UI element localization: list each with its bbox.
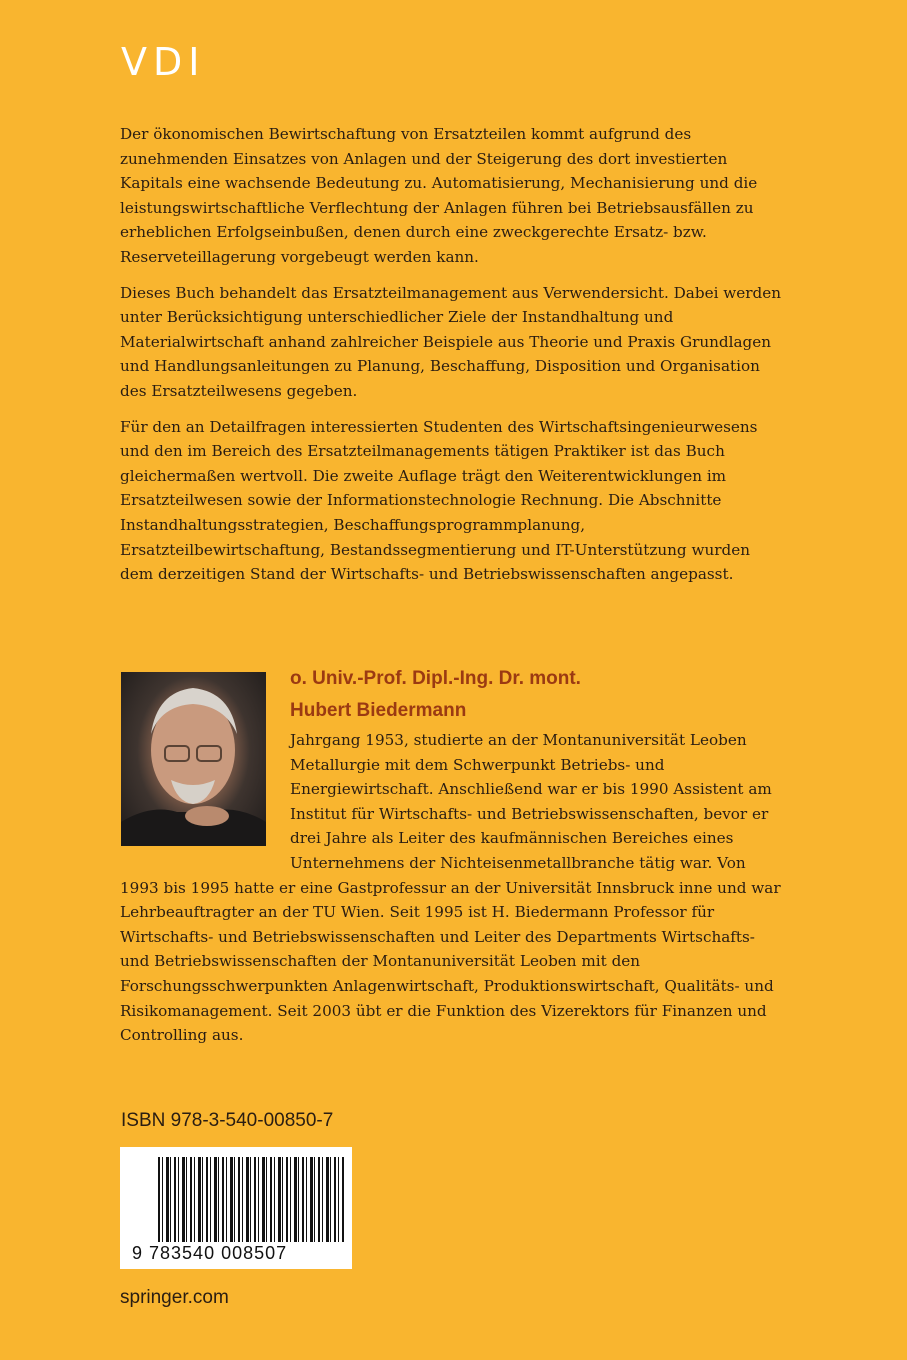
book-blurb (120, 122, 785, 598)
photo-spacer (120, 728, 290, 856)
barcode (120, 1147, 352, 1269)
blurb-paragraph-1: Der ökonomischen Bewirtschaftung von Ersatzteilen kommt aufgrund des zunehmenden Einsatzes von Anlagen und der Steigerung des dort investierten Kapitals eine wachsende Bedeutung zu. Automatisierung, Mechanisierung und die leistungswirtschaftliche Verflechtung der Anlagen führen bei Betriebsausfällen zu erheblichen Erfolgseinbußen, denen durch eine zweckgerechte Ersatz- bzw. Reserveteillagerung vorgebeugt werden kann. (120, 125, 758, 266)
author-bio-text: Jahrgang 1953, studierte an der Montanuniversität Leoben Metallurgie mit dem Schwerpunkt Betriebs- und Energiewirtschaft. Anschließend war er bis 1990 Assistent am Institut für Wirtschafts- und Betriebswissenschaften, bevor er drei Jahre als Leiter des kaufmännischen Bereiches eines Unternehmens der Nichteisenmetallbranche tätig war. Von 1993 bis 1995 hatte er eine Gastprofessur an der Universität Innsbruck inne und war Lehrbeauftragter an der TU Wien. Seit 1995 ist H. Biedermann Professor für Wirtschafts- und Betriebswissenschaften und Leiter des Departments Wirtschafts- und Betriebswissenschaften der Montanuniversität Leoben mit den Forschungsschwerpunkten Anlagenwirtschaft, Produktionswirtschaft, Qualitäts- und Risikomanagement. Seit 2003 übt er die Funktion des Vizerektors für Finanzen und Controlling aus. (120, 731, 781, 1045)
author-name: Hubert Biedermann (290, 700, 467, 721)
blurb-paragraph-3: Für den an Detailfragen interessierten Studenten des Wirtschaftsingenieurwesens und den im Bereich des Ersatzteilmanagements tätigen Praktiker ist das Buch gleichermaßen wertvoll. Die zweite Auflage trägt den Weiterentwicklungen im Ersatzteilwesen sowie der Informationstechnologie Rechnung. Die Abschnitte Instandhaltungsstrategien, Beschaffungsprogrammplanung, Ersatzteilbewirtschaftung, Bestandssegmentierung und IT-Unterstützung wurden dem derzeitigen Stand der Wirtschafts- und Betriebswissenschaften angepasst. (120, 417, 758, 584)
publisher-logo: VDI (121, 40, 206, 84)
barcode-bars (158, 1157, 344, 1242)
blurb-paragraph-2: Dieses Buch behandelt das Ersatzteilmanagement aus Verwendersicht. Dabei werden unter Berücksichtigung unterschiedlicher Ziele der Instandhaltung und Materialwirtschaft anhand zahlreicher Beispiele aus Theorie und Praxis Grundlagen und Handlungsanleitungen zu Planung, Beschaffung, Disposition und Organisation des Ersatzteilwesens gegeben. (120, 283, 781, 400)
barcode-number: 9 783540 008507 (132, 1243, 288, 1263)
publisher-website: springer.com (120, 1287, 229, 1308)
isbn-text: ISBN 978-3-540-00850-7 (121, 1110, 334, 1131)
author-academic-title: o. Univ.-Prof. Dipl.-Ing. Dr. mont. (290, 668, 581, 689)
author-bio (120, 728, 785, 1048)
